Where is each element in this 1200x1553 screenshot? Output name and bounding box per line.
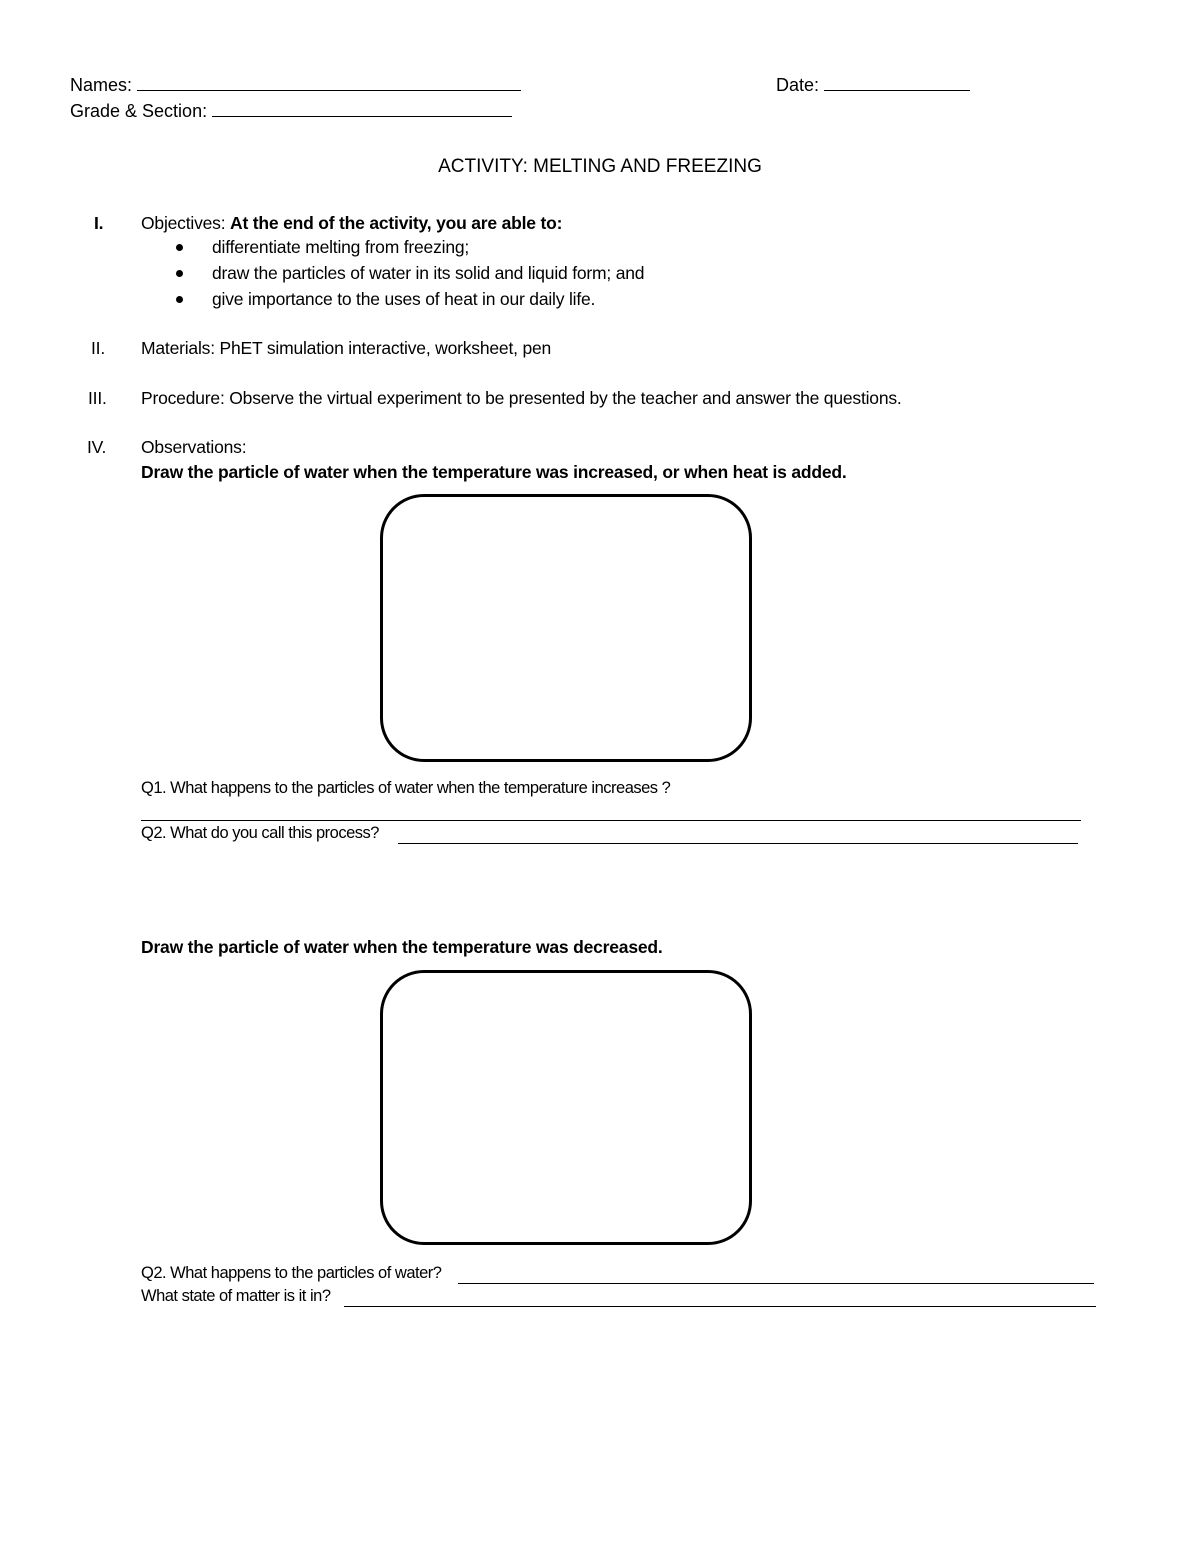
grade-section-label: Grade & Section: xyxy=(70,101,208,121)
answer-line[interactable] xyxy=(398,843,1078,844)
objective-item: differentiate melting from freezing; xyxy=(212,237,470,257)
section-number: I. xyxy=(94,213,104,233)
bullet-icon xyxy=(176,296,183,303)
instruction-heat-added: Draw the particle of water when the temperature was increased, or when heat is added. xyxy=(141,462,847,482)
bullet-icon xyxy=(176,270,183,277)
question-particles-increase: Q1. What happens to the particles of water when the temperature increases ? xyxy=(141,779,671,797)
observations-heading: Observations: xyxy=(141,437,247,457)
answer-line[interactable] xyxy=(458,1283,1094,1284)
materials-text: Materials: PhET simulation interactive, worksheet, pen xyxy=(141,338,552,358)
names-line xyxy=(70,75,521,96)
section-number: IV. xyxy=(87,437,107,457)
question-process-name: Q2. What do you call this process? xyxy=(141,824,379,842)
names-field[interactable] xyxy=(137,76,521,91)
objectives-heading xyxy=(141,213,562,234)
section-number: III. xyxy=(88,388,107,408)
drawing-box-heat-added[interactable] xyxy=(380,494,752,762)
drawing-box-temperature-decreased[interactable] xyxy=(380,970,752,1245)
objectives-lead: At the end of the activity, you are able to: xyxy=(230,213,563,233)
page-title: ACTIVITY: MELTING AND FREEZING xyxy=(438,156,762,177)
objective-item: give importance to the uses of heat in our daily life. xyxy=(212,289,596,309)
date-field[interactable] xyxy=(824,76,970,91)
date-line xyxy=(776,75,970,96)
grade-section-field[interactable] xyxy=(212,102,512,117)
date-label: Date: xyxy=(776,75,820,95)
question-particles-water: Q2. What happens to the particles of water? xyxy=(141,1264,442,1282)
procedure-text: Procedure: Observe the virtual experiment to be presented by the teacher and answer the questions. xyxy=(141,388,902,408)
instruction-temperature-decreased: Draw the particle of water when the temperature was decreased. xyxy=(141,937,663,957)
objectives-label: Objectives: xyxy=(141,213,226,233)
section-number: II. xyxy=(91,338,105,358)
grade-section-line xyxy=(70,101,512,122)
bullet-icon xyxy=(176,244,183,251)
names-label: Names: xyxy=(70,75,133,95)
answer-line[interactable] xyxy=(141,820,1081,821)
objective-item: draw the particles of water in its solid and liquid form; and xyxy=(212,263,645,283)
question-state-of-matter: What state of matter is it in? xyxy=(141,1287,331,1305)
answer-line[interactable] xyxy=(344,1306,1096,1307)
